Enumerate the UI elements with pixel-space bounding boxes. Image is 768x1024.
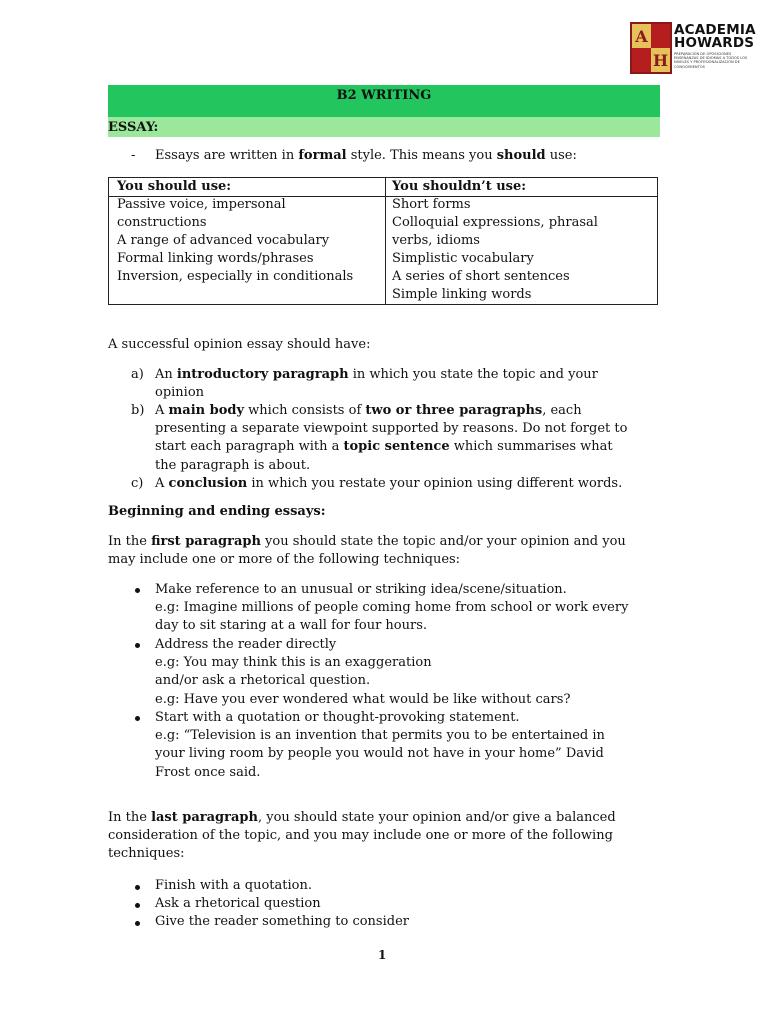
crest-letter-h: H [651,48,670,72]
section-title: ESSAY: [108,120,159,135]
list-label-c: c) [131,476,144,491]
page-title: B2 WRITING [336,88,432,103]
bullet-icon [135,643,140,648]
list-item: Make reference to an unusual or striking idea/scene/situation. e.g: Imagine millions of people coming home from school or work every day to sit staring at a wall for four hours. [155,582,629,634]
list-item: Address the reader directly e.g: You may think this is an exaggeration and/or ask a rhetorical question. e.g: Have you ever wondered what would be like without cars? [155,637,571,707]
table-column-shouldnt [392,196,598,305]
list-label-a: a) [131,367,144,382]
table-cell: Inversion, especially in conditionals [117,269,354,285]
table-cell: Passive voice, impersonal [117,197,286,212]
list-item: Start with a quotation or thought-provoking statement. e.g: “Television is an invention that permits you to be entertained in your living room by people you would not have in your home” David Frost once said. [155,710,605,780]
list-item: Ask a rhetorical question [155,896,321,911]
list-item-a: An introductory paragraph in which you state the topic and your opinion [155,367,598,401]
crest-quadrant [632,48,651,72]
table-cell: Formal linking words/phrases [117,251,314,267]
table-cell: A range of advanced vocabulary [117,233,330,249]
crest-quadrant [651,24,670,48]
table-cell: verbs, idioms [392,233,480,249]
bullet-icon [135,716,140,721]
table-header-should: You should use: [117,179,232,194]
list-item: Finish with a quotation. [155,878,312,893]
intro-dash: - [131,148,136,163]
academia-howards-logo [630,22,754,76]
logo-name-line2: HOWARDS [674,35,755,51]
title-bar [108,85,660,117]
logo-name-line1: ACADEMIA [674,22,756,38]
table-cell: constructions [117,215,207,231]
list-label-b: b) [131,403,145,418]
crest-icon [630,22,672,74]
page-number: 1 [378,948,387,962]
crest-letter-a: A [632,24,651,48]
table-cell: Simple linking words [392,287,532,303]
last-paragraph-text: In the last paragraph, you should state your opinion and/or give a balanced consideration of the topic, and you may include one or more of the following techniques: [108,810,616,862]
bullet-icon [135,588,140,593]
opinion-lead: A successful opinion essay should have: [108,337,371,352]
intro-sentence: Essays are written in formal style. This means you should use: [155,148,577,163]
bullet-icon [135,921,140,926]
list-item: Give the reader something to consider [155,914,409,929]
table-cell: Short forms [392,197,471,212]
logo-name [674,24,756,50]
bullet-icon [135,885,140,890]
first-paragraph-text: In the first paragraph you should state the topic and/or your opinion and you may include one or more of the following techniques: [108,534,626,568]
table-cell: A series of short sentences [392,269,570,285]
table-cell: Simplistic vocabulary [392,251,534,267]
list-item-b: A main body which consists of two or three paragraphs, each presenting a separate viewpoint supported by reasons. Do not forget to start each paragraph with a topic sentence which summarises what the paragraph is about. [155,403,628,473]
usage-table [108,177,658,305]
table-cell: Colloquial expressions, phrasal [392,215,598,231]
logo-subtitle: PREPARACIÓN DE OPOSICIONES ENSEÑANZAS DE IDIOMAS A TODOS LOS NIVELES Y PROFESIONALIZACIÓN DE CONOCIMIENTOS [674,52,748,69]
section-heading: Beginning and ending essays: [108,504,326,519]
table-column-should [117,196,353,286]
bullet-icon [135,903,140,908]
table-header-shouldnt: You shouldn’t use: [392,179,527,194]
section-bar [108,117,660,137]
list-item-c: A conclusion in which you restate your opinion using different words. [155,476,623,491]
